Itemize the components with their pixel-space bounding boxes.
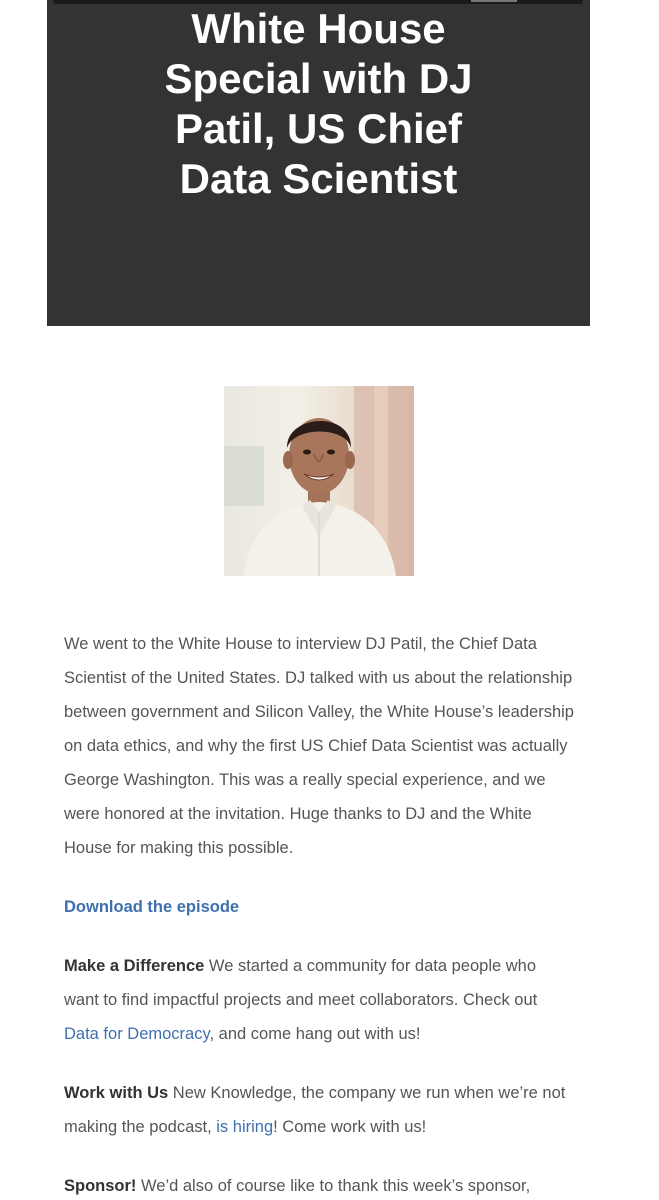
is-hiring-link[interactable]: is hiring bbox=[216, 1118, 274, 1136]
download-episode-link[interactable]: Download the episode bbox=[64, 898, 240, 916]
make-a-difference-paragraph bbox=[64, 949, 574, 1051]
work-with-us-lead: Work with Us bbox=[64, 1084, 169, 1102]
guest-portrait bbox=[224, 386, 414, 576]
person-photo-icon bbox=[224, 386, 414, 576]
intro-paragraph: We went to the White House to interview DJ Patil, the Chief Data Scientist of the United States. DJ talked with us about the relationship between government and Silicon Valley, the White House’s leadership on data ethics, and why the first US Chief Data Scientist was actually George Washington. This was a really special experience, and we were honored at the invitation. Huge thanks to DJ and the White House for making this possible. bbox=[64, 635, 574, 857]
work-with-us-paragraph bbox=[64, 1076, 574, 1144]
make-a-difference-text: We started a community for data people who want to find impactful projects and meet collaborators. Check out bbox=[64, 957, 538, 1009]
data-for-democracy-link[interactable]: Data for Democracy bbox=[64, 1025, 210, 1043]
video-progress-tab bbox=[471, 0, 517, 2]
make-a-difference-text-end: , and come hang out with us! bbox=[209, 1025, 421, 1043]
sponsor-text: We’d also of course like to thank this week’s sponsor, bbox=[136, 1177, 531, 1195]
hero-title: White House Special with DJ Patil, US Chief Data Scientist bbox=[164, 5, 473, 202]
sponsor-lead: Sponsor! bbox=[64, 1177, 137, 1195]
work-with-us-text-end: ! Come work with us! bbox=[273, 1118, 427, 1136]
sponsor-paragraph bbox=[64, 1169, 574, 1200]
make-a-difference-lead: Make a Difference bbox=[64, 957, 205, 975]
article-body bbox=[64, 627, 574, 1200]
hero-banner bbox=[47, 0, 590, 326]
work-with-us-text: New Knowledge, the company we run when we’re not making the podcast, bbox=[64, 1084, 566, 1136]
